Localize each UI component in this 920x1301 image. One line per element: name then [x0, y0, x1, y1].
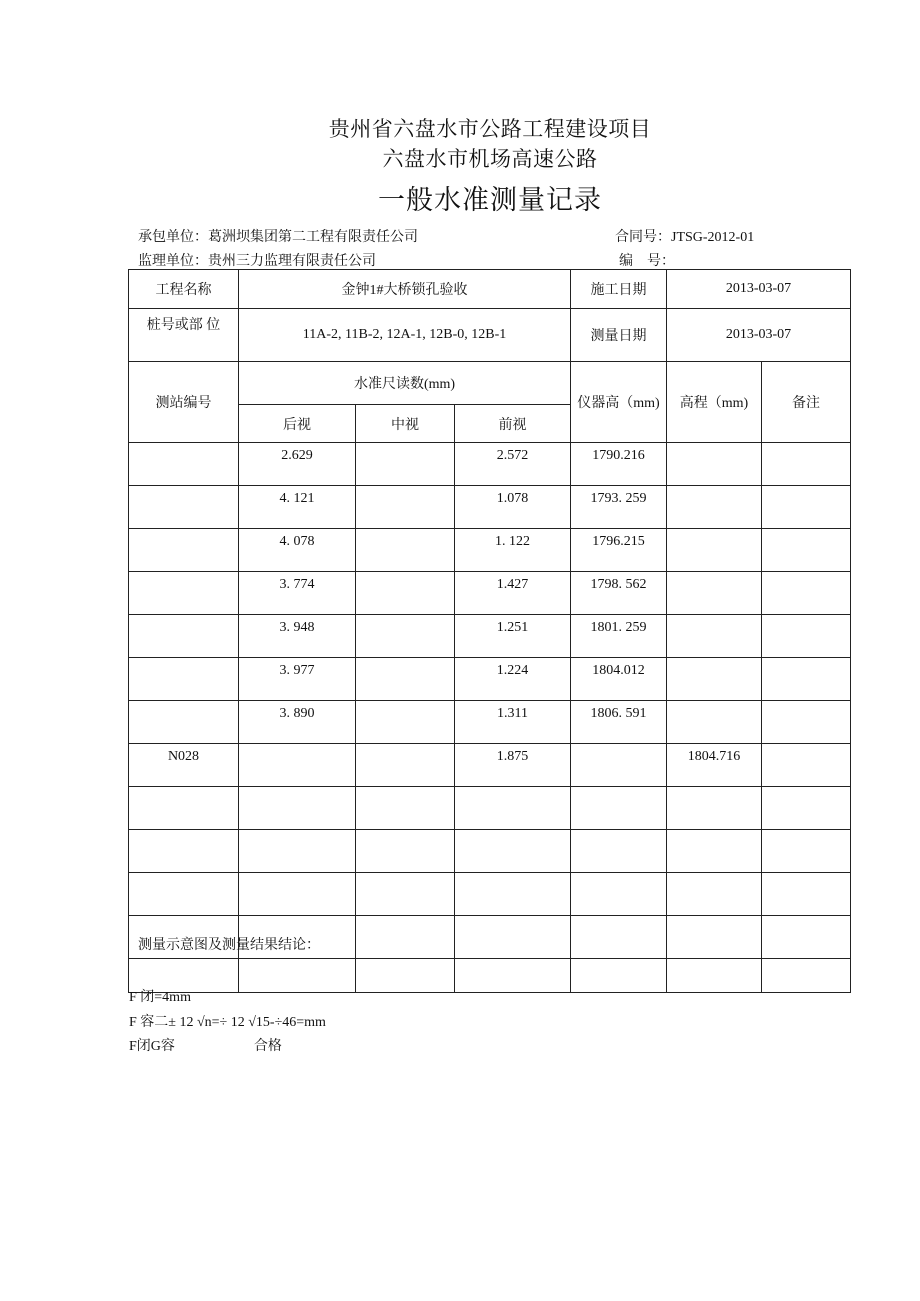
- cell-elev: [667, 658, 762, 701]
- cell-ih: 1790.216: [571, 443, 667, 486]
- contractor-line: [138, 226, 418, 246]
- cell-ih: 1793. 259: [571, 486, 667, 529]
- contractor-value: 葛洲坝集团第二工程有限责任公司: [208, 230, 418, 245]
- construction-date-label: 施工日期: [571, 270, 667, 309]
- result-text: 合格: [253, 1039, 282, 1054]
- document-title: 一般水准测量记录: [378, 185, 602, 215]
- cell-ih: [571, 830, 667, 873]
- cell-station: [129, 701, 239, 744]
- table-row: [129, 873, 851, 916]
- cell-station: [129, 658, 239, 701]
- cell-elev: 1804.716: [667, 744, 762, 787]
- cell-note: [762, 658, 851, 701]
- cell-elev: [667, 830, 762, 873]
- cell-back: 4. 078: [239, 529, 356, 572]
- table-row: [129, 830, 851, 873]
- intermediate-header: 中视: [356, 405, 455, 443]
- cell-mid: [356, 701, 455, 744]
- measure-date-value: 2013-03-07: [667, 309, 851, 362]
- cell-ih: [571, 744, 667, 787]
- table-row: [129, 744, 851, 787]
- station-row: [129, 309, 851, 362]
- title-line-1: 贵州省六盘水市公路工程建设项目: [328, 117, 652, 141]
- cell-mid: [356, 529, 455, 572]
- table-row: [129, 443, 851, 486]
- cell-mid: [356, 572, 455, 615]
- station-label: 桩号或部 位: [129, 309, 239, 362]
- cell-back: 3. 774: [239, 572, 356, 615]
- cell-elev: [667, 443, 762, 486]
- cell-note: [762, 701, 851, 744]
- cell-station: [129, 615, 239, 658]
- table-row: [129, 701, 851, 744]
- cell-mid: [356, 787, 455, 830]
- cell-fore: [455, 830, 571, 873]
- cell-ih: [571, 916, 667, 959]
- table-row: [129, 658, 851, 701]
- cell-ih: 1801. 259: [571, 615, 667, 658]
- station-no-header: 测站编号: [129, 362, 239, 443]
- cell-elev: [667, 787, 762, 830]
- cell-note: [762, 572, 851, 615]
- cell-station: [129, 529, 239, 572]
- table-row: [129, 486, 851, 529]
- contractor-label: 承包单位：: [138, 230, 208, 245]
- cell-back: [239, 787, 356, 830]
- table-row: [129, 615, 851, 658]
- cell-fore: 1.427: [455, 572, 571, 615]
- closure-error: F 闭=4mm: [129, 990, 191, 1005]
- supervisor-label: 监理单位：: [138, 254, 208, 269]
- level-reading-header: 水准尺读数(mm): [239, 362, 571, 405]
- cell-fore: [455, 916, 571, 959]
- cell-station: [129, 873, 239, 916]
- cell-back: 3. 948: [239, 615, 356, 658]
- comparison-text: F闭G容: [129, 1039, 175, 1054]
- cell-mid: [356, 916, 455, 959]
- cell-back: [239, 830, 356, 873]
- contract-no-line: [615, 226, 754, 246]
- allowable-error: F 容二± 12 √n=÷ 12 √15-÷46=mm: [129, 1015, 326, 1030]
- supervisor-value: 贵州三力监理有限责任公司: [208, 254, 376, 269]
- instrument-height-header: 仪器高（mm): [571, 362, 667, 443]
- cell-station: [129, 830, 239, 873]
- cell-mid: [356, 443, 455, 486]
- cell-back: 3. 977: [239, 658, 356, 701]
- cell-ih: 1796.215: [571, 529, 667, 572]
- cell-fore: 2.572: [455, 443, 571, 486]
- cell-ih: 1806. 591: [571, 701, 667, 744]
- cell-ih: [571, 873, 667, 916]
- title-line-2: 六盘水市机场高速公路: [382, 147, 598, 171]
- cell-note: [762, 744, 851, 787]
- cell-mid: [356, 615, 455, 658]
- cell-back: [239, 744, 356, 787]
- cell-elev: [667, 529, 762, 572]
- cell-station: [129, 787, 239, 830]
- cell-mid: [356, 486, 455, 529]
- cell-fore: 1.311: [455, 701, 571, 744]
- column-header-row-1: [129, 362, 851, 405]
- cell-note: [762, 916, 851, 959]
- foresight-header: 前视: [455, 405, 571, 443]
- project-name-label: 工程名称: [129, 270, 239, 309]
- cell-elev: [667, 701, 762, 744]
- cell-back: [239, 873, 356, 916]
- cell-fore: 1.078: [455, 486, 571, 529]
- construction-date-value: 2013-03-07: [667, 270, 851, 309]
- cell-mid: [356, 744, 455, 787]
- table-row: [129, 529, 851, 572]
- project-name-value: 金钟1#大桥锁孔验收: [239, 270, 571, 309]
- cell-elev: [667, 916, 762, 959]
- serial-label: 编 号：: [619, 254, 675, 269]
- conclusion-label: 测量示意图及测量结果结论：: [138, 938, 320, 953]
- cell-note: [762, 486, 851, 529]
- table-row: [129, 572, 851, 615]
- cell-station: [129, 443, 239, 486]
- elevation-header: 高程（mm): [667, 362, 762, 443]
- cell-elev: [667, 572, 762, 615]
- cell-fore: [455, 787, 571, 830]
- measure-date-label: 测量日期: [571, 309, 667, 362]
- cell-note: [762, 529, 851, 572]
- remarks-header: 备注: [762, 362, 851, 443]
- supervisor-line: [138, 250, 376, 270]
- cell-elev: [667, 486, 762, 529]
- cell-fore: 1.875: [455, 744, 571, 787]
- cell-ih: 1804.012: [571, 658, 667, 701]
- cell-station: [129, 486, 239, 529]
- contract-no-label: 合同号：: [615, 230, 671, 245]
- cell-back: 3. 890: [239, 701, 356, 744]
- comparison-line: [129, 1035, 282, 1055]
- cell-note: [762, 787, 851, 830]
- station-value: 11A-2, 11B-2, 12A-1, 12B-0, 12B-1: [239, 309, 571, 362]
- table-row: [129, 787, 851, 830]
- cell-note: [762, 830, 851, 873]
- blank-row: [129, 959, 851, 993]
- cell-fore: [455, 873, 571, 916]
- cell-mid: [356, 830, 455, 873]
- cell-station: [129, 572, 239, 615]
- cell-ih: [571, 787, 667, 830]
- cell-back: 2.629: [239, 443, 356, 486]
- cell-mid: [356, 658, 455, 701]
- contract-no-value: JTSG-2012-01: [671, 230, 755, 245]
- cell-note: [762, 873, 851, 916]
- cell-note: [762, 443, 851, 486]
- project-row: [129, 270, 851, 309]
- cell-elev: [667, 873, 762, 916]
- cell-fore: 1.251: [455, 615, 571, 658]
- cell-station: N028: [129, 744, 239, 787]
- cell-fore: 1. 122: [455, 529, 571, 572]
- cell-ih: 1798. 562: [571, 572, 667, 615]
- cell-mid: [356, 873, 455, 916]
- backsight-header: 后视: [239, 405, 356, 443]
- cell-note: [762, 615, 851, 658]
- cell-elev: [667, 615, 762, 658]
- cell-back: 4. 121: [239, 486, 356, 529]
- level-record-table: [128, 269, 851, 993]
- cell-fore: 1.224: [455, 658, 571, 701]
